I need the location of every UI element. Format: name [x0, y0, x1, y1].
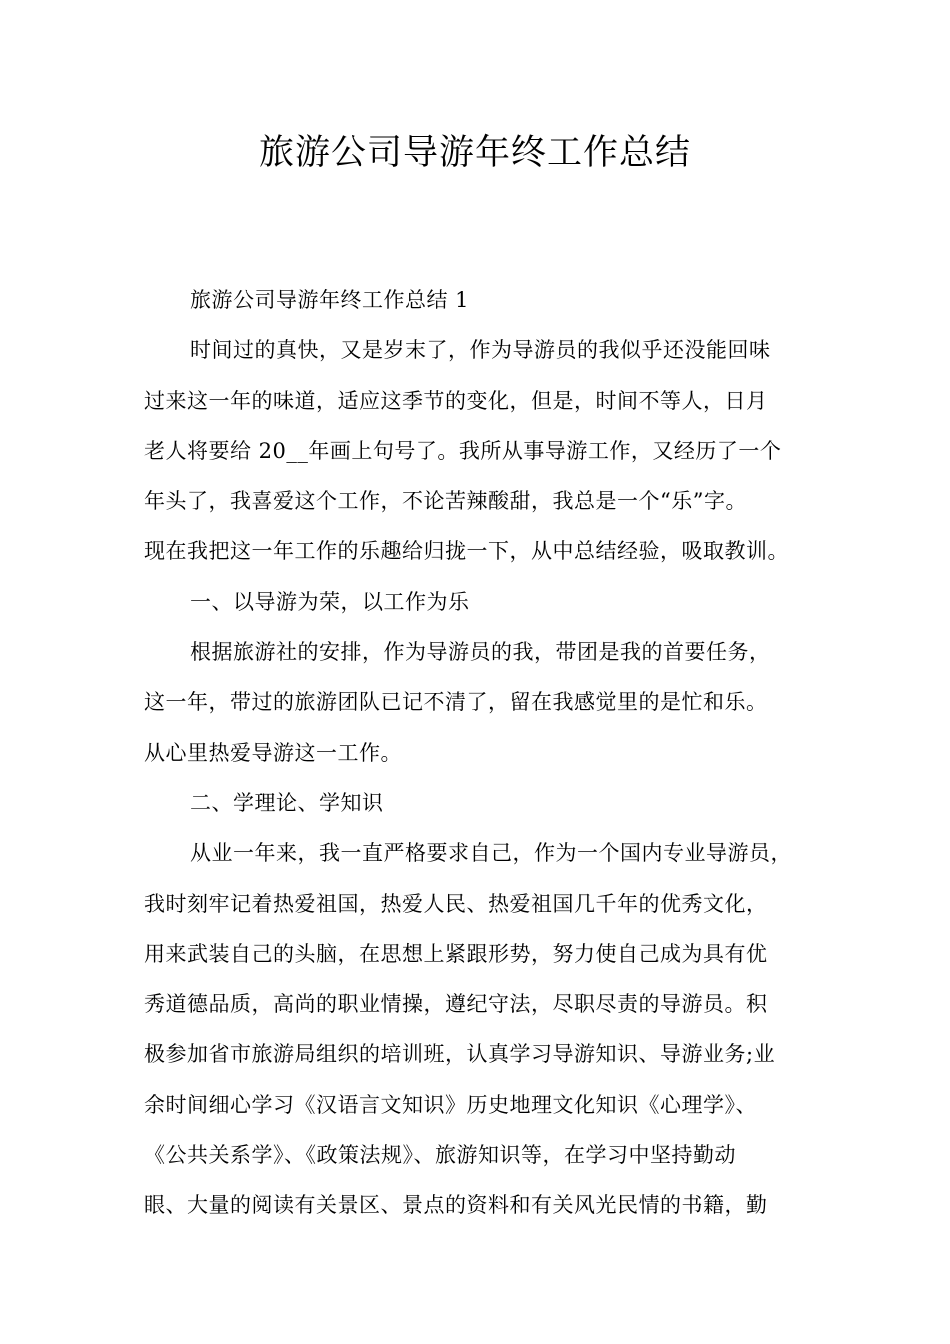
- paragraph-line: 时间过的真快，又是岁末了，作为导游员的我似乎还没能回味: [190, 338, 771, 363]
- paragraph-line: 现在我把这一年工作的乐趣给归拢一下，从中总结经验，吸取教训。: [144, 539, 789, 564]
- section-heading-1: 旅游公司导游年终工作总结 1: [190, 288, 470, 312]
- section-heading-2: 一、以导游为荣，以工作为乐: [190, 589, 470, 614]
- paragraph-line: 《公共关系学》、《政策法规》、旅游知识等，在学习中坚持勤动: [144, 1143, 736, 1168]
- paragraph-line: 根据旅游社的安排，作为导游员的我，带团是我的首要任务，: [190, 640, 771, 665]
- paragraph-line: 年头了，我喜爱这个工作，不论苦辣酸甜，我总是一个“乐”字。: [144, 489, 747, 514]
- document-title: 旅游公司导游年终工作总结: [258, 133, 691, 173]
- paragraph-line: 余时间细心学习《汉语言文知识》历史地理文化知识《心理学》、: [144, 1092, 757, 1117]
- paragraph-line: 过来这一年的味道，适应这季节的变化，但是，时间不等人，日月: [144, 388, 768, 413]
- document-body: [144, 282, 834, 1238]
- paragraph-line: 极参加省市旅游局组织的培训班，认真学习导游知识、导游业务;业: [144, 1042, 776, 1067]
- paragraph-line: 从心里热爱导游这一工作。: [144, 740, 402, 765]
- section-heading-3: 二、学理论、学知识: [190, 790, 384, 815]
- paragraph-line: 这一年，带过的旅游团队已记不清了，留在我感觉里的是忙和乐。: [144, 690, 768, 715]
- paragraph-line: 从业一年来，我一直严格要求自己，作为一个国内专业导游员，: [190, 841, 792, 866]
- paragraph-line: 老人将要给 20__年画上句号了。我所从事导游工作，又经历了一个: [144, 438, 782, 463]
- paragraph-line: 眼、大量的阅读有关景区、景点的资料和有关风光民情的书籍，勤: [144, 1193, 768, 1218]
- paragraph-line: 秀道德品质，高尚的职业情操，遵纪守法，尽职尽责的导游员。积: [144, 992, 768, 1017]
- paragraph-line: 我时刻牢记着热爱祖国，热爱人民、热爱祖国几千年的优秀文化，: [144, 891, 768, 916]
- paragraph-line: 用来武装自己的头脑，在思想上紧跟形势，努力使自己成为具有优: [144, 941, 768, 966]
